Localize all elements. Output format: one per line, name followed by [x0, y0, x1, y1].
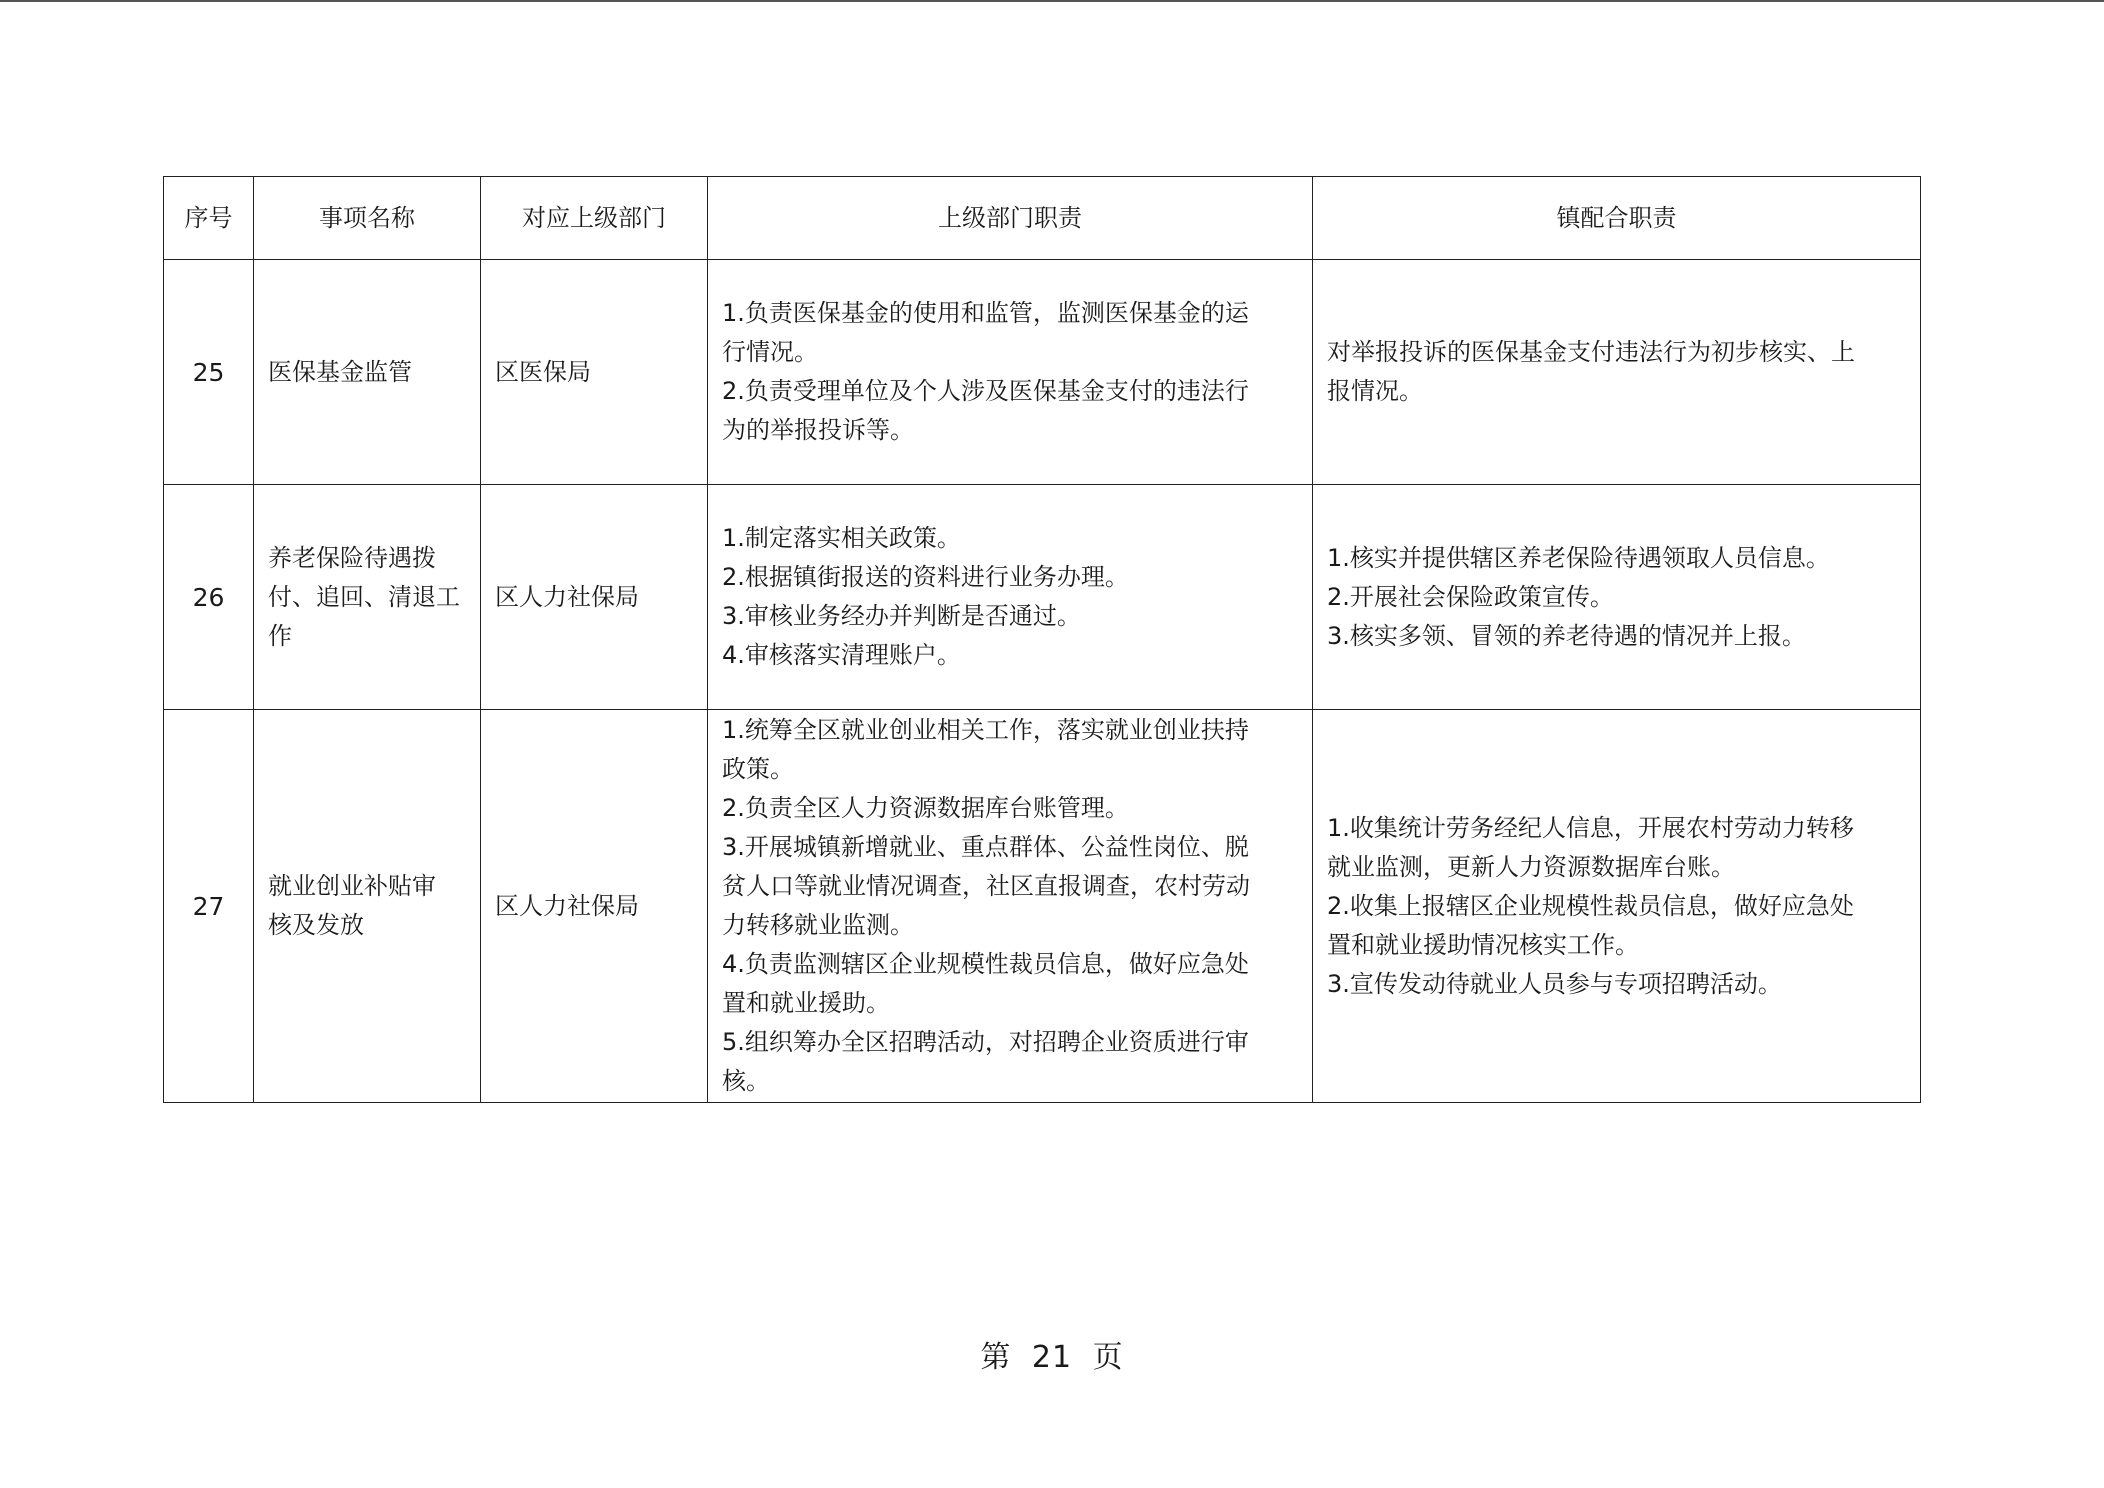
- duty-line: 2.开展社会保险政策宣传。: [1327, 582, 1614, 611]
- duty-line: 3.宣传发动待就业人员参与专项招聘活动。: [1327, 969, 1782, 998]
- page-top-border: [0, 0, 2104, 2]
- header-serial-number: 序号: [164, 177, 254, 260]
- table-header-row: [164, 177, 1921, 260]
- duty-line: 报情况。: [1327, 377, 1423, 405]
- duty-line: 2.负责全区人力资源数据库台账管理。: [722, 794, 1129, 822]
- header-superior-duties: 上级部门职责: [708, 177, 1313, 260]
- duty-line: 贫人口等就业情况调查，社区直报调查，农村劳动: [722, 872, 1250, 900]
- duty-line: 1.统筹全区就业创业相关工作，落实就业创业扶持: [722, 716, 1249, 744]
- page-number: 21: [1031, 1340, 1073, 1375]
- item-name-line: 作: [268, 621, 292, 650]
- duty-line: 置和就业援助。: [722, 989, 890, 1017]
- row-serial-number: 25: [164, 260, 254, 485]
- duty-line: 就业监测，更新人力资源数据库台账。: [1327, 852, 1735, 881]
- page-number-suffix: 页: [1092, 1340, 1124, 1375]
- row-item-name: [254, 710, 481, 1103]
- duty-line: 4.负责监测辖区企业规模性裁员信息，做好应急处: [722, 950, 1249, 978]
- item-name-line: 付、追回、清退工: [268, 582, 460, 611]
- duty-line: 1.收集统计劳务经纪人信息，开展农村劳动力转移: [1327, 813, 1854, 842]
- duty-line: 3.开展城镇新增就业、重点群体、公益性岗位、脱: [722, 833, 1249, 861]
- header-town-duties: 镇配合职责: [1313, 177, 1921, 260]
- duty-line: 2.负责受理单位及个人涉及医保基金支付的违法行: [722, 377, 1249, 405]
- table-row: [164, 485, 1921, 710]
- duty-line: 1.核实并提供辖区养老保险待遇领取人员信息。: [1327, 543, 1830, 572]
- duty-line: 行情况。: [722, 338, 818, 366]
- responsibility-table: [163, 176, 1921, 1103]
- row-item-name: [254, 260, 481, 485]
- table-row: [164, 260, 1921, 485]
- duty-line: 3.审核业务经办并判断是否通过。: [722, 602, 1081, 630]
- duty-line: 政策。: [722, 755, 794, 783]
- row-superior-department: 区人力社保局: [481, 485, 708, 710]
- row-town-duties: [1313, 485, 1921, 710]
- item-name-line: 就业创业补贴审: [268, 872, 436, 900]
- duty-line: 2.收集上报辖区企业规模性裁员信息，做好应急处: [1327, 891, 1854, 920]
- item-name-line: 医保基金监管: [268, 357, 412, 386]
- row-town-duties: [1313, 710, 1921, 1103]
- table-row: [164, 710, 1921, 1103]
- duty-line: 1.制定落实相关政策。: [722, 524, 961, 552]
- header-item-name: 事项名称: [254, 177, 481, 260]
- row-superior-department: 区医保局: [481, 260, 708, 485]
- duty-line: 对举报投诉的医保基金支付违法行为初步核实、上: [1327, 338, 1855, 366]
- duty-line: 1.负责医保基金的使用和监管，监测医保基金的运: [722, 299, 1249, 327]
- item-name-line: 养老保险待遇拨: [268, 543, 436, 572]
- row-serial-number: 27: [164, 710, 254, 1103]
- header-superior-department: 对应上级部门: [481, 177, 708, 260]
- duty-line: 为的举报投诉等。: [722, 416, 914, 444]
- item-name-line: 核及发放: [268, 911, 364, 939]
- row-town-duties: [1313, 260, 1921, 485]
- duty-line: 力转移就业监测。: [722, 911, 914, 939]
- duty-line: 5.组织筹办全区招聘活动，对招聘企业资质进行审: [722, 1028, 1249, 1056]
- duty-line: 核。: [722, 1067, 770, 1095]
- row-superior-duties: [708, 485, 1313, 710]
- duty-line: 3.核实多领、冒领的养老待遇的情况并上报。: [1327, 621, 1806, 650]
- page-number-footer: [0, 1332, 2104, 1376]
- duty-line: 4.审核落实清理账户。: [722, 641, 961, 669]
- row-superior-department: 区人力社保局: [481, 710, 708, 1103]
- page-number-prefix: 第: [980, 1340, 1012, 1375]
- row-superior-duties: [708, 710, 1313, 1103]
- row-superior-duties: [708, 260, 1313, 485]
- duty-line: 置和就业援助情况核实工作。: [1327, 930, 1639, 959]
- duty-line: 2.根据镇街报送的资料进行业务办理。: [722, 563, 1129, 591]
- row-item-name: [254, 485, 481, 710]
- row-serial-number: 26: [164, 485, 254, 710]
